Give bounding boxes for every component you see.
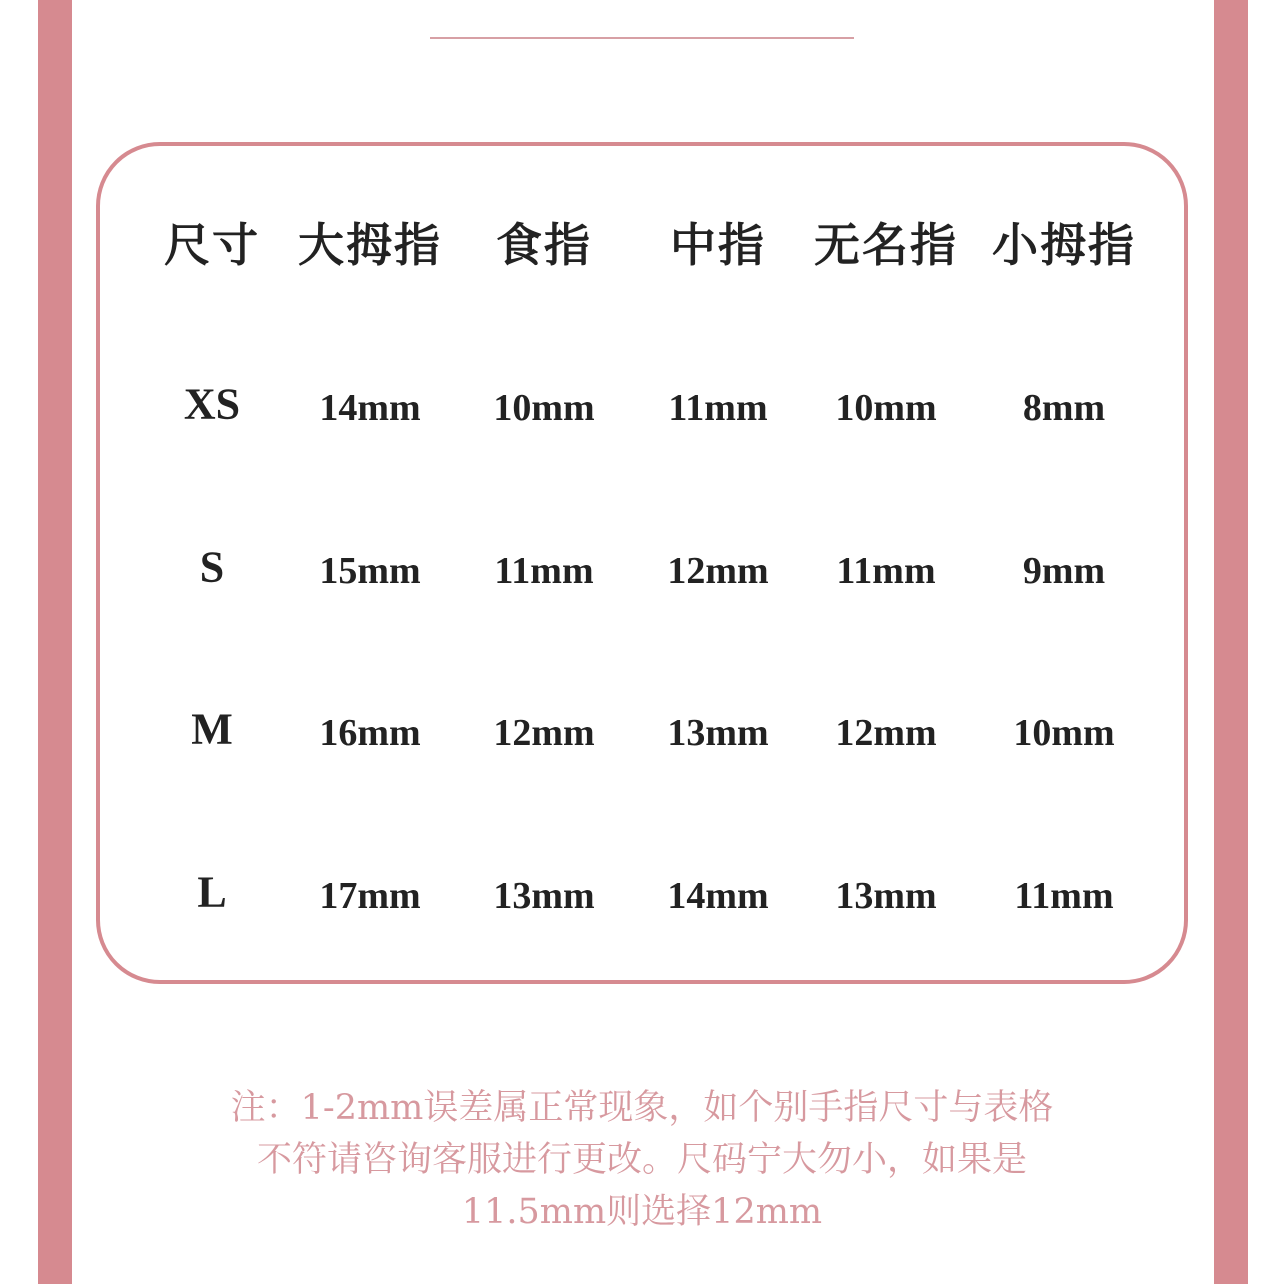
header-ring-finger: 无名指 (814, 218, 958, 272)
header-size: 尺寸 (164, 218, 260, 272)
note-line: 不符请咨询客服进行更改。尺码宁大勿小，如果是 (256, 1140, 1027, 1180)
table-cell: 10mm (1013, 712, 1115, 754)
left-border-bar (38, 0, 72, 1284)
table-cell: 11mm (1014, 875, 1114, 917)
table-cell: 14mm (319, 387, 421, 429)
table-cell: 13mm (667, 712, 769, 754)
table-cell: 15mm (319, 550, 421, 592)
row-size-label: L (197, 867, 227, 917)
header-middle-finger: 中指 (670, 218, 766, 272)
right-border-bar (1214, 0, 1248, 1284)
table-cell: 16mm (319, 712, 421, 754)
table-cell: 14mm (667, 875, 769, 917)
table-cell: 10mm (835, 387, 937, 429)
table-cell: 11mm (494, 550, 594, 592)
size-table (96, 142, 1188, 984)
title-underline (430, 37, 854, 39)
table-cell: 17mm (319, 875, 421, 917)
table-cell: 12mm (835, 712, 937, 754)
table-cell: 13mm (493, 875, 595, 917)
table-cell: 10mm (493, 387, 595, 429)
table-cell: 9mm (1022, 550, 1106, 592)
table-cell: 11mm (668, 387, 768, 429)
table-cell: 8mm (1022, 387, 1106, 429)
size-note (120, 1082, 1164, 1238)
row-size-label: XS (183, 379, 241, 429)
note-line: 注：1-2mm误差属正常现象，如个别手指尺寸与表格 (230, 1088, 1054, 1128)
note-line: 11.5mm则选择12mm (461, 1192, 823, 1232)
header-little-finger: 小拇指 (992, 218, 1136, 272)
row-size-label: S (199, 542, 225, 592)
table-cell: 12mm (667, 550, 769, 592)
header-index-finger: 食指 (496, 218, 592, 272)
header-thumb: 大拇指 (298, 218, 442, 272)
table-cell: 12mm (493, 712, 595, 754)
table-cell: 13mm (835, 875, 937, 917)
table-cell: 11mm (836, 550, 936, 592)
row-size-label: M (191, 704, 233, 754)
